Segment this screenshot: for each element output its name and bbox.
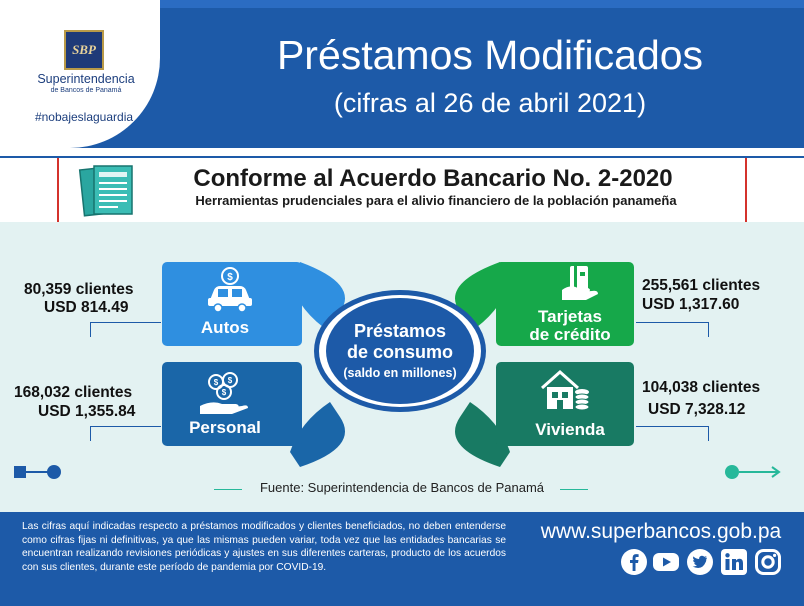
- twitter-icon[interactable]: [686, 548, 714, 576]
- logo-name: Superintendencia: [37, 72, 135, 86]
- house-coins-icon: [540, 368, 592, 414]
- personal-label: Personal: [189, 418, 261, 437]
- personal-bracket: [90, 426, 161, 441]
- source-dash-left: [214, 489, 242, 490]
- vivienda-amount: USD 7,328.12: [648, 401, 746, 418]
- source-dash-right: [560, 489, 588, 490]
- tarjetas-clients: 255,561 clientes: [642, 277, 761, 294]
- hashtag: #nobajeslaguardia: [34, 110, 134, 124]
- car-money-icon: [202, 266, 258, 314]
- autos-label: Autos: [200, 318, 250, 337]
- agreement-title: Conforme al Acuerdo Bancario No. 2-2020: [193, 165, 673, 192]
- svg-text:$: $: [213, 378, 219, 387]
- vivienda-clients: 104,038 clientes: [642, 379, 761, 396]
- back-navigation-icon[interactable]: [12, 462, 64, 482]
- autos-amount: USD 814.49: [44, 299, 129, 316]
- vivienda-label: Vivienda: [535, 420, 605, 439]
- tarjetas-label-line2: de crédito: [529, 325, 611, 344]
- tarjetas-bracket: [636, 322, 709, 337]
- credit-card-hand-icon: [560, 264, 600, 304]
- document-icon: [78, 162, 138, 218]
- tarjetas-amount: USD 1,317.60: [642, 296, 740, 313]
- forward-navigation-icon[interactable]: [722, 462, 784, 482]
- center-note: (saldo en millones): [343, 366, 457, 380]
- personal-amount: USD 1,355.84: [38, 403, 136, 420]
- autos-bracket: [90, 322, 161, 337]
- svg-text:$: $: [227, 272, 233, 283]
- center-title-line1: Préstamos: [353, 321, 447, 341]
- website-link[interactable]: www.superbancos.gob.pa: [540, 520, 782, 543]
- youtube-icon[interactable]: [652, 548, 680, 576]
- personal-clients: 168,032 clientes: [14, 384, 133, 401]
- vivienda-bracket: [636, 426, 709, 441]
- sbp-logo[interactable]: SBP: [64, 30, 104, 70]
- tarjetas-label-line1: Tarjetas: [538, 307, 602, 326]
- svg-text:$: $: [227, 376, 233, 385]
- hand-coins-icon: [198, 372, 250, 414]
- svg-text:$: $: [221, 388, 227, 397]
- instagram-icon[interactable]: [754, 548, 782, 576]
- logo-subtitle: de Bancos de Panamá: [50, 87, 122, 94]
- source-text: Fuente: Superintendencia de Bancos de Panamá: [259, 480, 545, 495]
- page-subtitle: (cifras al 26 de abril 2021): [333, 88, 647, 118]
- autos-clients: 80,359 clientes: [24, 281, 134, 298]
- page-title: Préstamos Modificados: [276, 32, 704, 78]
- facebook-icon[interactable]: [620, 548, 648, 576]
- linkedin-icon[interactable]: [720, 548, 748, 576]
- center-title-line2: de consumo: [346, 342, 453, 362]
- agreement-subtitle: Herramientas prudenciales para el alivio financiero de la población panameña: [195, 193, 677, 208]
- disclaimer-text: Las cifras aquí indicadas respecto a préstamos modificados y clientes beneficiados, no deben entenderse como cifras fijas ni definitivas, ya que las mismas pueden variar, toda vez que las entidades bancarias se encuentran realizando revisiones periódicas y ajustes en sus diferentes carteras, producto de los acuerdos con sus clientes, durante este período de pandemia por COVID-19.: [22, 521, 506, 573]
